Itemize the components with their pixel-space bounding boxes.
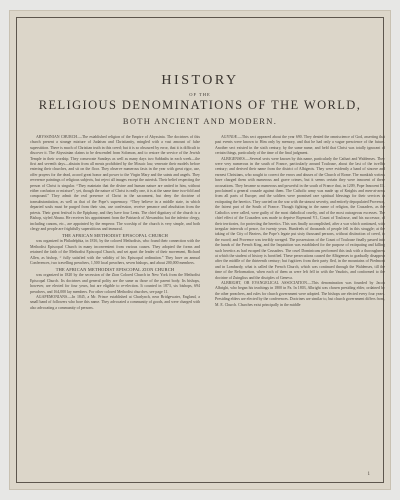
section-heading: THE AFRICAN METHODIST EPISCOPAL ZION CHURCH — [55, 267, 175, 273]
right-column — [215, 135, 385, 481]
paragraph: was organized in 1820 by the secession of the Zion Colored Church in New York from the Methodist Episcopal Church. Its doctrines and general polity are the same as those of the parent body. Its bishops, however, are elected for four years, but are eligible to re-election. It counted in 1873, six bishops, 694 preachers, and 164,000 lay members. For other colored Methodist churches, see page 11. — [30, 273, 200, 294]
document-page — [9, 10, 391, 490]
paragraph: ALBIGENSES.—Several sects were known by this name, particularly the Cathari and Waldenses. They were very numerous in the south of France, particularly around Toulouse, about the last of the twelfth century; and derived their name from the district of Albigeois. They were evidently a band of sincere and earnest Christians, who sought to correct the errors and abuses of the Church of Rome. The monkish writers have charged them with numerous and grave crimes, but it seems certain they were innocent of these accusations. They became so numerous and powerful in the south of France that, in 1209, Pope Innocent III. proclaimed a general crusade against them. The Catholic army was made up of Knights and men-at-arms from all parts of Europe; and the soldiers were promised rare spiritual blessings for their services in extirpating the heretics. They carried on the war with the utmost severity, and entirely depopulated Provence, the fairest part of the South of France. Though fighting in the name of religion, the Crusaders, as the Catholics were called, were guilty of the most diabolical cruelty, and of the most outrageous excesses. The chief effect of the Crusaders was made to deprive Raymond VI., Count of Toulouse, and his successor, of their territories, for protecting the heretics. This was finally accomplished, after a war which continued, with irregular intervals of peace, for twenty years. Hundreds of thousands of people fell in this struggle; at the taking of the City of Beziers, the Pope’s legate put sixty thousand persons, without distinction of creed, to the sword; and Provence was terribly ravaged. The possessions of the Count of Toulouse finally passed into the hands of the French King, and the Inquisition was established for the purpose of extirpating and killing such heretics as had escaped the Crusaders. The cruel Dominicans performed this task with a thoroughness at which the student of history is horrified. These persecutions caused the Albigenses to gradually disappear after the middle of the thirteenth century; but fugitives from their party fled, in the mountains of Piedmont and in Lombardy, what is called the French Church, which was continued through the Waldenses, till the time of the Reformation, when each of them as were left fell in with the Vaudois, and conformed to the doctrine of Zuinglius and the disciples of Geneva. — [215, 156, 385, 280]
page-title: HISTORY — [161, 73, 239, 88]
left-column — [30, 135, 200, 481]
paragraph: ABYSSINIAN CHURCH.—The established religion of the Empire of Abyssinia. The doctrines of this church present a strange mixture of Judaism and Christianity, mingled with a vast amount of false superstition. There is much of Christian truth in this creed; but it is so obscured by error, that it is difficult to discover it. The Abyssinian claims to be descended from Solomon, and to restore the service of the Jewish Temple in their worship. They consecrate Sundays as well as many days two Sabbaths in each week—the first and seventh days—abstain from all meats prohibited by the Mosaic law, venerate their models before entering their churches, and sit on the floor. They observe numerous fasts in the year with great rigor, use, offer prayers for the dead, accord great honor and power to the Virgin Mary and the saints and angels. They reverence paintings of religious subjects, but reject all images except the asterisk. Their belief respecting the person of Christ is singular. “They maintain that the divine and human nature are united in him, without either confusion or mixture”; yet, though the nature of Christ is really one, it is at the same time two-fold and compound.” They admit the real presence of Christ in the sacrament, but deny the doctrine of transubstantiation, as well as that of the Pope’s supremacy. “They believe in a middle state, in which departed souls must be purged from their sins, use confession, receive penance and absolution from the priests. Their great festival is the Epiphany, and they have four Lents. The chief dignitary of the church is a Bishop, styled Abuna. He receives his appointment from the Patriarch of Alexandria; but the inferior clergy, including canons, etc., are appointed by the emperor. The worship of the church is very simple, and both clergy and people are frightfully superstitious and immoral. — [30, 135, 200, 231]
page-number: 1 — [367, 472, 370, 477]
paragraph: AGYNIÆ.—This sect appeared about the year 690. They denied the omniscience of God, asserting that past events were known to Him only by memory, and that he had only a vague prescience of the future. Another sect existed in the sixth century, by the same name, and held that Christ was totally ignorant of certain things, particularly of the time of the final judgment. — [215, 135, 385, 156]
paragraph: was organized in Philadelphia, in 1816, by the colored Methodists, who found their connection with the Methodist Episcopal Church in many inconvenient from various causes. They adopted the forms and retained the faith of the Methodist Episcopal Church, and set apart the leader of their movement, Richard Allen, as bishop, “ fully satisfied with the validity of his Episcopal ordination.” They have an annual Conferences, two travelling preachers, 1,500 local preachers, seven bishops, and about 200,000 members. — [30, 239, 200, 265]
page-header — [10, 73, 390, 127]
paragraph: ALBRIGHT, OR EVANGELICAL ASSOCIATION.—This denomination was founded by Jacob Albright, who began his teachings in 1800 in Pa. In 1803, Albright was chosen presiding elder, ordained by the other preachers, and rules for church government were adopted. The bishops are elected every four years. Presiding elders are elected by the conferences. Doctrines are similar to, but church government differs from, M. E. Church. Churches exist principally in the middle — [215, 280, 385, 307]
paragraph: AGAPEMONIANS.—In 1845, a Mr. Prince established at Charlynch, near Bridgewater, England, a small band of followers who bore this name. They advocated a community of goods, and were charged with also advocating a community of persons. — [30, 294, 200, 310]
page-subject: RELIGIOUS DENOMINATIONS OF THE WORLD, — [38, 98, 362, 112]
title-connector: OF THE — [189, 92, 211, 97]
page-subtitle: BOTH ANCIENT AND MODERN. — [122, 116, 278, 126]
section-heading: THE AFRICAN METHODIST EPISCOPAL CHURCH — [62, 233, 168, 239]
